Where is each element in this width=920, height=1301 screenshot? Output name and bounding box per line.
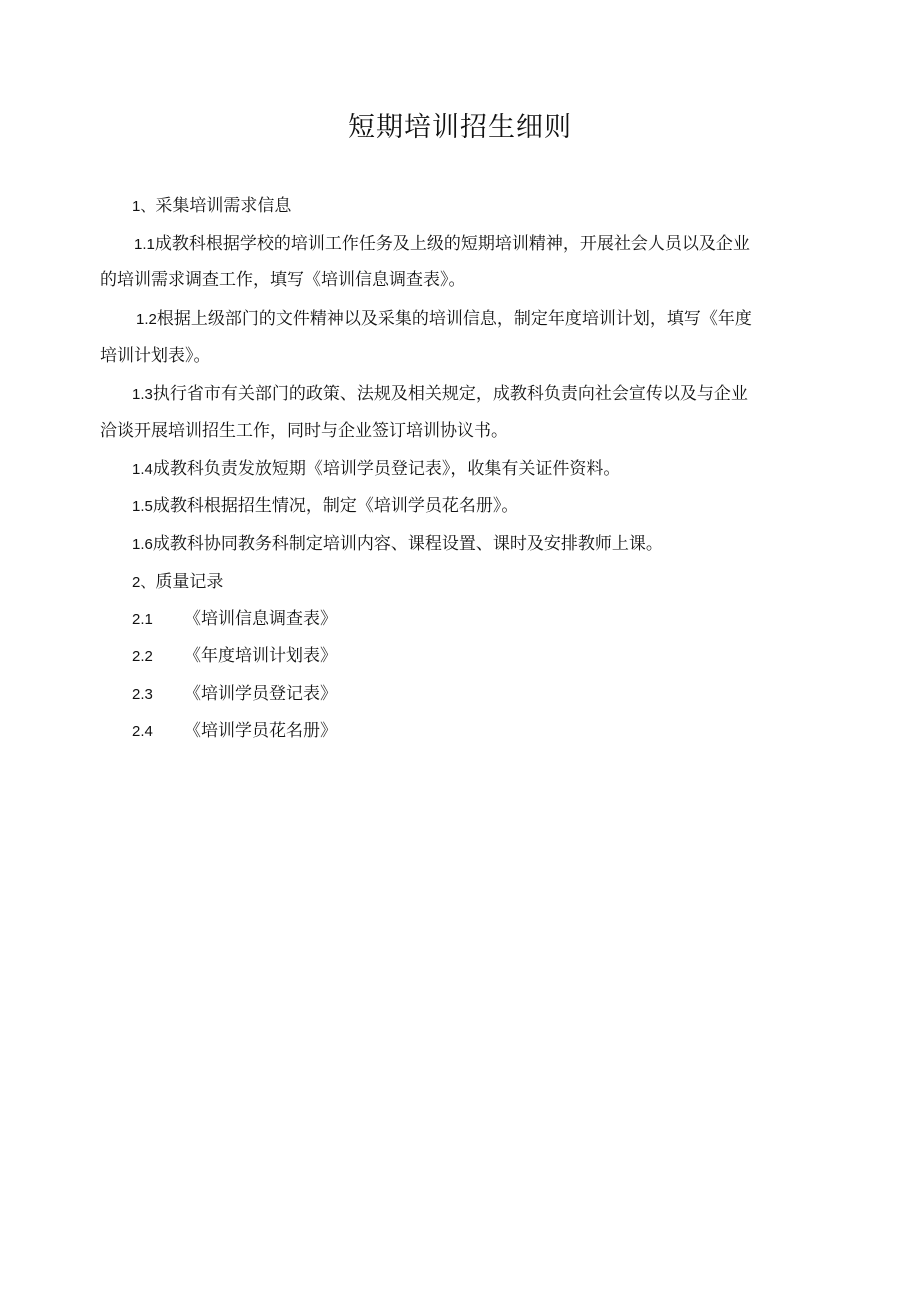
- record-item: [132, 607, 862, 632]
- record-title: 《培训学员花名册》: [184, 721, 337, 741]
- paragraph-1-5-text: 成教科根据招生情况，制定《培训学员花名册》。: [152, 496, 519, 516]
- paragraph-1-3-line-1: [132, 382, 862, 407]
- paragraph-1-1-text-1: 成教科根据学校的培训工作任务及上级的短期培训精神，开展社会人员以及企业: [154, 234, 750, 254]
- paragraph-1-6-text: 成教科协同教务科制定培训内容、课程设置、课时及安排教师上课。: [152, 534, 663, 554]
- section-2-number: 2、: [132, 574, 156, 591]
- record-title: 《年度培训计划表》: [184, 646, 337, 666]
- record-title: 《培训学员登记表》: [184, 684, 337, 704]
- paragraph-1-4: [132, 457, 862, 482]
- paragraph-1-6: [132, 532, 862, 557]
- section-2-text: 质量记录: [155, 572, 224, 592]
- paragraph-1-3-number: 1.3: [132, 386, 153, 403]
- paragraph-1-6-number: 1.6: [132, 536, 153, 553]
- record-number: 2.2: [132, 648, 153, 665]
- paragraph-1-4-text: 成教科负责发放短期《培训学员登记表》，收集有关证件资料。: [152, 459, 621, 479]
- record-number: 2.1: [132, 611, 153, 628]
- section-1-heading: [132, 194, 862, 219]
- paragraph-1-3-text-1: 执行省市有关部门的政策、法规及相关规定，成教科负责向社会宣传以及与企业: [152, 384, 748, 404]
- paragraph-1-2-number: 1.2: [136, 311, 157, 328]
- paragraph-1-2-text-1: 根据上级部门的文件精神以及采集的培训信息，制定年度培训计划，填写《年度: [156, 309, 752, 329]
- paragraph-1-5: [132, 494, 862, 519]
- section-1-text: 采集培训需求信息: [155, 196, 292, 216]
- section-2-heading: [132, 570, 862, 595]
- record-number: 2.3: [132, 686, 153, 703]
- paragraph-1-1-line-1: [134, 232, 864, 257]
- record-item: [132, 682, 862, 707]
- record-item: [132, 719, 862, 744]
- record-title: 《培训信息调查表》: [184, 609, 337, 629]
- paragraph-1-3-line-2: 洽谈开展培训招生工作，同时与企业签订培训协议书。: [100, 421, 508, 441]
- paragraph-1-2-line-2: 培训计划表》。: [100, 346, 211, 366]
- paragraph-1-4-number: 1.4: [132, 461, 153, 478]
- record-item: [132, 644, 862, 669]
- paragraph-1-5-number: 1.5: [132, 498, 153, 515]
- page-title: 短期培训招生细则: [348, 112, 572, 143]
- paragraph-1-1-line-2: 的培训需求调查工作，填写《培训信息调查表》。: [100, 270, 466, 290]
- section-1-number: 1、: [132, 198, 156, 215]
- paragraph-1-2-line-1: [136, 307, 866, 332]
- record-number: 2.4: [132, 723, 153, 740]
- paragraph-1-1-number: 1.1: [134, 236, 155, 253]
